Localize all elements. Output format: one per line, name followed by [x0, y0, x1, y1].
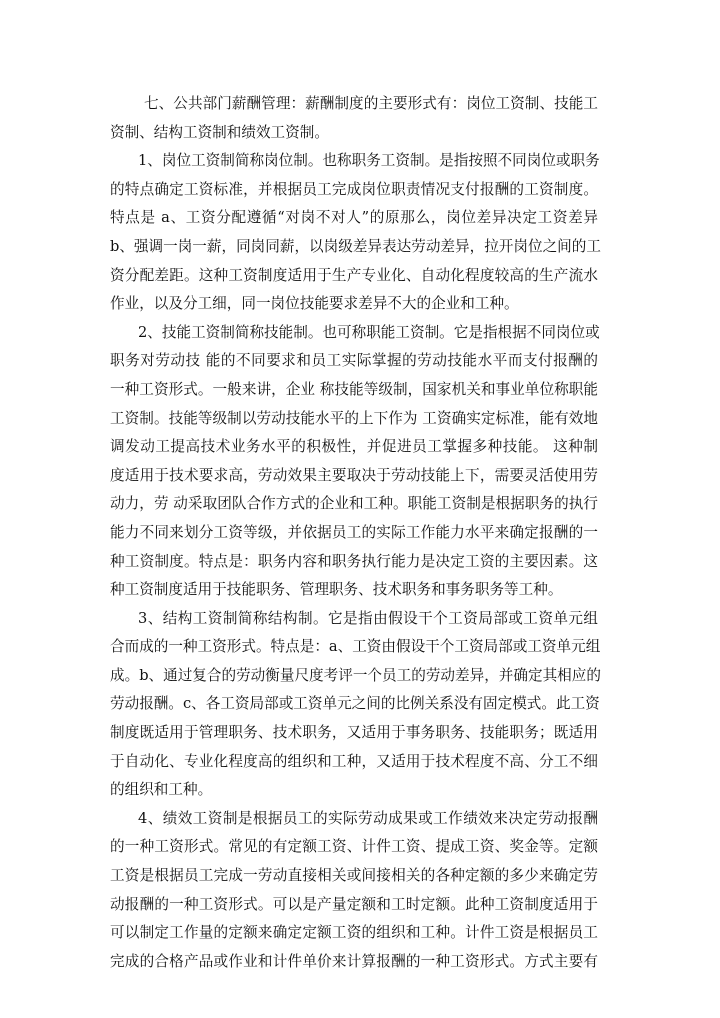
text-line: 动报酬的一种工资形式。可以是产量定额和工时定额。此种工资制度适用于 — [110, 895, 598, 913]
text-line: 资制、结构工资制和绩效工资制。 — [110, 123, 329, 141]
text-line: 的一种工资形式。常见的有定额工资、计件工资、提成工资、奖金等。定额 — [110, 838, 598, 856]
text-line: b、强调一岗一薪，同岗同薪，以岗级差异表达劳动差异，拉开岗位之间的工 — [110, 237, 601, 255]
text-line: 于自动化、专业化程度高的组织和工种，又适用于技术程度不高、分工不细 — [110, 752, 598, 770]
text-line: 一种工资形式。一般来讲，企业 称技能等级制，国家机关和事业单位称职能 — [110, 380, 598, 398]
paragraph-start: 2、技能工资制简称技能制。也可称职能工资制。它是指根据不同岗位或 — [138, 323, 600, 341]
text-line: 成。b、通过复合的劳动衡量尺度考评一个员工的劳动差异，并确定其相应的 — [110, 666, 601, 684]
text-line: 工资制。技能等级制以劳动技能水平的上下作为 工资确实定标准，能有效地 — [110, 409, 598, 427]
text-line: 合而成的一种工资形式。特点是：a、工资由假设干个工资局部或工资单元组 — [110, 638, 601, 656]
text-line: 作业，以及分工细，同一岗位技能要求差异不大的企业和工种。 — [110, 295, 519, 313]
paragraph-start: 4、绩效工资制是根据员工的实际劳动成果或工作绩效来决定劳动报酬 — [138, 809, 598, 827]
text-line: 完成的合格产品或作业和计件单价来计算报酬的一种工资形式。方式主要有 — [110, 952, 598, 970]
text-line: 资分配差距。这种工资制度适用于生产专业化、自动化程度较高的生产流水 — [110, 266, 598, 284]
text-line: 动力，劳 动采取团队合作方式的企业和工种。职能工资制是根据职务的执行 — [110, 495, 598, 513]
text-line: 可以制定工作量的定额来确定定额工资的组织和工种。计件工资是根据员工 — [110, 924, 598, 942]
paragraph-start: 3、结构工资制简称结构制。它是指由假设干个工资局部或工资单元组 — [138, 609, 598, 627]
text-line: 种工资制度适用于技能职务、管理职务、技术职务和事务职务等工种。 — [110, 581, 563, 599]
text-line: 工资是根据员工完成一劳动直接相关或间接相关的各种定额的多少来确定劳 — [110, 867, 598, 885]
text-line: 的特点确定工资标准，并根据员工完成岗位职责情况支付报酬的工资制度。 — [110, 180, 598, 198]
text-line: 特点是 a、工资分配遵循“对岗不对人”的原那么，岗位差异决定工资差异 — [110, 209, 598, 227]
text-line: 的组织和工种。 — [110, 781, 213, 799]
text-line: 制度既适用于管理职务、技术职务，又适用于事务职务、技能职务；既适用 — [110, 724, 598, 742]
text-line: 劳动报酬。c、各工资局部或工资单元之间的比例关系没有固定模式。此工资 — [110, 695, 600, 713]
text-line: 度适用于技术要求高，劳动效果主要取决于劳动技能上下，需要灵活使用劳 — [110, 466, 598, 484]
text-line: 职务对劳动技 能的不同要求和员工实际掌握的劳动技能水平而支付报酬的 — [110, 352, 598, 370]
section-heading: 七、公共部门薪酬管理：薪酬制度的主要形式有：岗位工资制、技能工 — [144, 95, 598, 112]
paragraph-start: 1、岗位工资制简称岗位制。也称职务工资制。是指按照不同岗位或职务 — [138, 152, 600, 170]
text-line: 能力不同来划分工资等级，并依据员工的实际工作能力水平来确定报酬的一 — [110, 523, 598, 541]
document-body — [110, 90, 601, 976]
text-line: 种工资制度。特点是：职务内容和职务执行能力是决定工资的主要因素。这 — [110, 552, 598, 570]
text-line: 调发动工提高技术业务水平的积极性，并促进员工掌握多种技能。 这种制 — [110, 438, 598, 456]
